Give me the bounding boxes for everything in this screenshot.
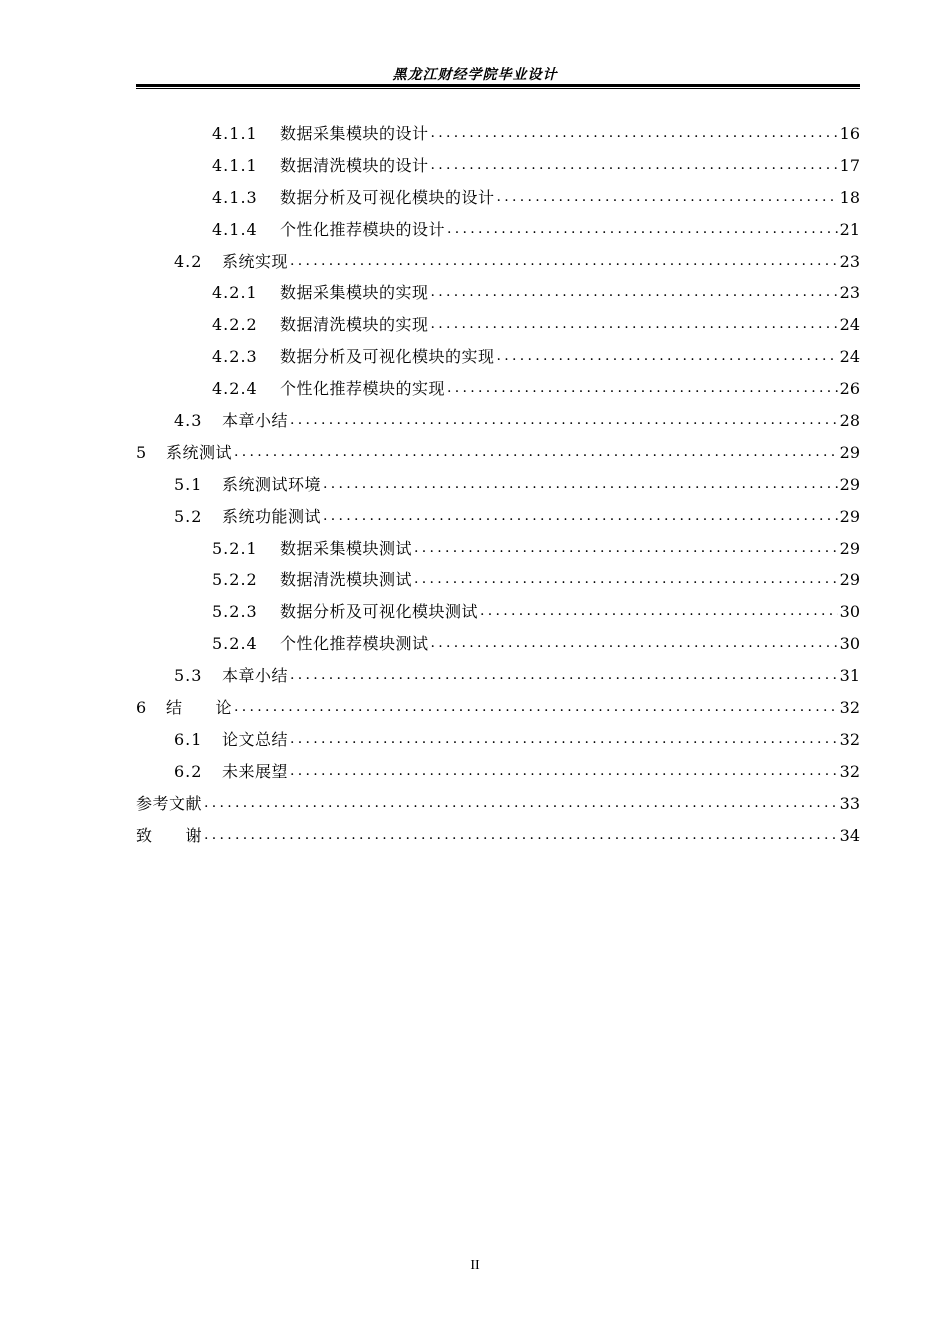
- toc-entry[interactable]: [136, 788, 860, 820]
- toc-dot-leader: [431, 277, 838, 309]
- toc-entry-number: 5: [136, 442, 148, 462]
- toc-entry-title: 个性化推荐模块测试: [280, 634, 429, 654]
- toc-entry-page: 30: [839, 634, 860, 654]
- toc-entry[interactable]: [136, 660, 860, 692]
- toc-entry[interactable]: [136, 405, 860, 437]
- toc-dot-leader: [431, 150, 838, 182]
- toc-dot-leader: [204, 820, 838, 852]
- toc-entry-page: 23: [839, 251, 860, 271]
- toc-entry-number: 5.3: [174, 666, 203, 686]
- toc-dot-leader: [290, 405, 838, 437]
- toc-entry-title: 致 谢: [136, 825, 203, 845]
- toc-dot-leader: [497, 182, 838, 214]
- toc-entry[interactable]: [136, 820, 860, 852]
- toc-entry-page: 29: [839, 538, 860, 558]
- toc-dot-leader: [323, 469, 838, 501]
- toc-entry-page: 32: [839, 729, 860, 749]
- toc-entry-title: 本章小结: [222, 666, 289, 686]
- toc-entry[interactable]: [136, 724, 860, 756]
- toc-entry-page: 30: [839, 602, 860, 622]
- toc-entry-title: 数据清洗模块的设计: [280, 155, 429, 175]
- toc-entry-number: 4.2.4: [212, 379, 258, 399]
- toc-entry-page: 29: [839, 506, 860, 526]
- toc-entry-title: 个性化推荐模块的实现: [280, 379, 446, 399]
- toc-entry-page: 34: [839, 825, 860, 845]
- toc-dot-leader: [323, 501, 838, 533]
- toc-entry-number: 4.2.1: [212, 283, 258, 303]
- toc-entry-number: 4.1.1: [212, 123, 258, 143]
- toc-entry-title: 数据采集模块测试: [280, 538, 413, 558]
- toc-entry[interactable]: [136, 692, 860, 724]
- toc-entry-title: 数据分析及可视化模块的设计: [280, 187, 495, 207]
- toc-entry-page: 18: [839, 187, 860, 207]
- toc-entry[interactable]: [136, 182, 860, 214]
- toc-dot-leader: [290, 246, 838, 278]
- toc-dot-leader: [290, 724, 838, 756]
- toc-entry[interactable]: [136, 533, 860, 565]
- toc-entry-title: 系统功能测试: [222, 506, 322, 526]
- toc-dot-leader: [414, 533, 838, 565]
- toc-dot-leader: [234, 692, 838, 724]
- toc-entry-number: 4.2: [174, 251, 203, 271]
- page-header-title: 黑龙江财经学院毕业设计: [392, 67, 558, 83]
- toc-dot-leader: [497, 341, 838, 373]
- toc-entry-number: 4.1.3: [212, 187, 258, 207]
- table-of-contents: [136, 118, 860, 851]
- toc-entry-title: 个性化推荐模块的设计: [280, 219, 446, 239]
- toc-entry-page: 31: [839, 666, 860, 686]
- toc-entry-page: 21: [839, 219, 860, 239]
- toc-entry-title: 本章小结: [222, 411, 289, 430]
- toc-entry-page: 29: [839, 442, 860, 462]
- toc-entry-page: 29: [839, 474, 860, 494]
- toc-entry[interactable]: [136, 214, 860, 246]
- toc-entry[interactable]: [136, 596, 860, 628]
- toc-entry-page: 29: [839, 570, 860, 590]
- toc-entry[interactable]: [136, 277, 860, 309]
- toc-entry-title: 系统测试环境: [222, 474, 322, 494]
- toc-entry-number: 4.1.4: [212, 219, 258, 239]
- toc-entry-page: 23: [839, 283, 860, 303]
- toc-entry-number: 5.2.4: [212, 634, 258, 654]
- toc-entry-title: 系统测试: [166, 442, 233, 462]
- toc-entry-title: 数据清洗模块测试: [280, 570, 413, 590]
- toc-dot-leader: [431, 628, 838, 660]
- toc-dot-leader: [447, 373, 838, 405]
- toc-entry-page: 16: [839, 123, 860, 143]
- toc-entry-title: 结 论: [166, 698, 233, 718]
- toc-entry-number: 5.2: [174, 506, 203, 526]
- toc-entry-title: 数据清洗模块的实现: [280, 315, 429, 335]
- toc-entry[interactable]: [136, 246, 860, 278]
- toc-entry-title: 参考文献: [136, 793, 203, 813]
- toc-entry-number: 5.2.3: [212, 602, 258, 622]
- toc-entry-title: 数据采集模块的设计: [280, 123, 429, 143]
- toc-entry-title: 系统实现: [222, 251, 289, 271]
- toc-entry-page: 26: [839, 379, 860, 399]
- toc-entry-number: 5.2.1: [212, 538, 258, 558]
- toc-dot-leader: [480, 596, 838, 628]
- toc-entry[interactable]: [136, 628, 860, 660]
- toc-entry-number: 4.1.1: [212, 155, 258, 175]
- toc-entry-page: 24: [839, 347, 860, 367]
- toc-entry[interactable]: [136, 118, 860, 150]
- toc-entry-title: 未来展望: [222, 761, 289, 781]
- toc-entry[interactable]: [136, 469, 860, 501]
- toc-entry[interactable]: [136, 437, 860, 469]
- page-number: II: [470, 1258, 480, 1273]
- toc-entry[interactable]: [136, 564, 860, 596]
- toc-entry-number: 4.2.3: [212, 347, 258, 367]
- toc-entry-number: 4.3: [174, 411, 203, 430]
- toc-entry-number: 5.2.2: [212, 570, 258, 590]
- toc-entry-page: 28: [839, 411, 860, 430]
- toc-dot-leader: [234, 437, 838, 469]
- toc-entry-number: 6.1: [174, 729, 203, 749]
- toc-dot-leader: [447, 214, 838, 246]
- toc-entry-title: 数据分析及可视化模块的实现: [280, 347, 495, 367]
- toc-entry-title: 数据采集模块的实现: [280, 283, 429, 303]
- toc-entry[interactable]: [136, 150, 860, 182]
- toc-entry[interactable]: [136, 373, 860, 405]
- toc-dot-leader: [290, 660, 838, 692]
- toc-entry-number: 6: [136, 698, 148, 718]
- toc-entry-title: 论文总结: [222, 729, 289, 749]
- toc-entry-page: 32: [839, 698, 860, 718]
- toc-dot-leader: [290, 756, 838, 788]
- toc-entry[interactable]: [136, 341, 860, 373]
- toc-entry[interactable]: [136, 309, 860, 341]
- toc-entry[interactable]: [136, 501, 860, 533]
- toc-dot-leader: [431, 118, 838, 150]
- toc-dot-leader: [414, 564, 838, 596]
- toc-entry-title: 数据分析及可视化模块测试: [280, 602, 479, 622]
- toc-entry-number: 6.2: [174, 761, 203, 781]
- toc-entry-page: 32: [839, 761, 860, 781]
- toc-entry-page: 24: [839, 315, 860, 335]
- toc-entry-page: 33: [839, 793, 860, 813]
- toc-dot-leader: [431, 309, 838, 341]
- toc-dot-leader: [204, 788, 838, 820]
- toc-entry-number: 4.2.2: [212, 315, 258, 335]
- header-divider: [136, 84, 860, 89]
- toc-entry-page: 17: [839, 155, 860, 175]
- toc-entry[interactable]: [136, 756, 860, 788]
- toc-entry-number: 5.1: [174, 474, 203, 494]
